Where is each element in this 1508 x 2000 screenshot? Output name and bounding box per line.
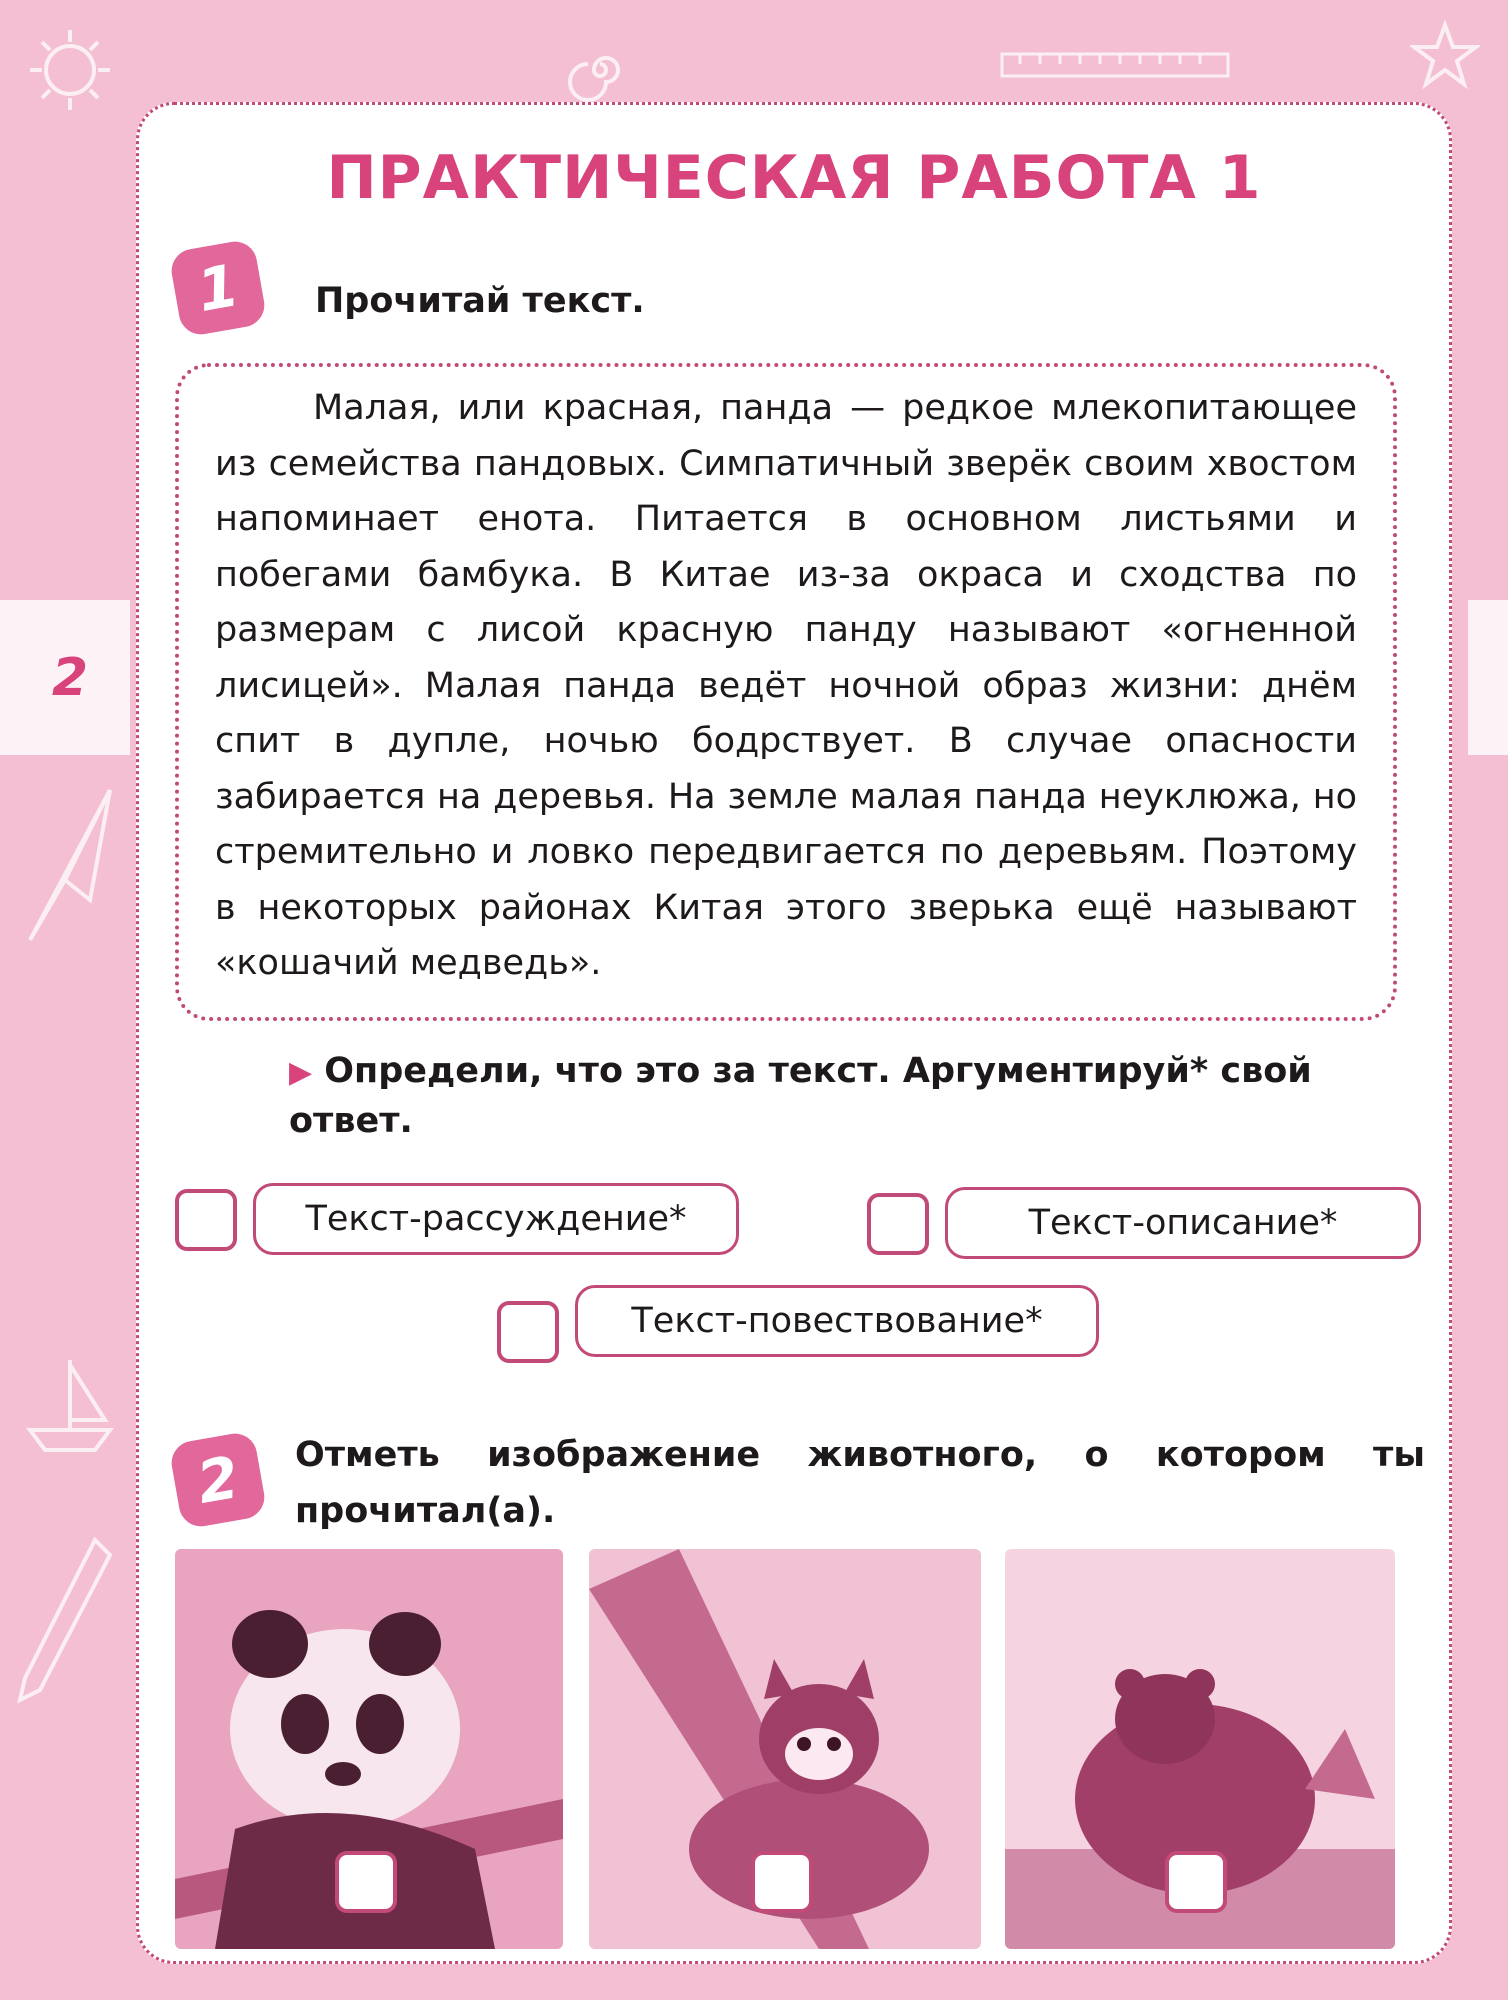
photo-giant-panda-checkbox[interactable] xyxy=(335,1851,397,1913)
task-instruction xyxy=(289,1047,1439,1145)
option-narration-label: Текст-повествование* xyxy=(575,1285,1099,1357)
option-narration-checkbox[interactable] xyxy=(497,1301,559,1363)
task-prompt: Прочитай текст. xyxy=(315,281,645,321)
paper-plane-doodle-icon xyxy=(10,780,130,950)
task-number-badge: 2 xyxy=(168,1430,268,1530)
boat-doodle-icon xyxy=(20,1350,120,1460)
spiral-doodle-icon xyxy=(560,30,640,110)
instruction-text: Определи, что это за текст. Аргументируй* свой ответ. xyxy=(289,1051,1312,1141)
page-number: 2 xyxy=(51,648,89,708)
option-description-label: Текст-описание* xyxy=(945,1187,1421,1259)
page-title: ПРАКТИЧЕСКАЯ РАБОТА 1 xyxy=(326,143,1262,213)
task-number-badge: 1 xyxy=(168,238,268,338)
reading-text: Малая, или красная, панда — редкое млекопитающее из семейства пандовых. Симпатичный зверёк своим хвостом напоминает енота. Питается в основном листьями и побегами бамбука. В Китае из-за окраса и сходства по размерам с лисой красную панду называют «огненной лисицей». Малая панда ведёт ночной образ жизни: днём спит в дупле, ночью бодрствует. В случае опасности забирается на деревья. На земле малая панда неуклюжа, но стремительно и ловко передвигается по деревьям. Поэтому в некоторых районах Китая этого зверька ещё называют «кошачий медведь». xyxy=(215,388,1357,983)
option-reasoning-label: Текст-рассуждение* xyxy=(253,1183,739,1255)
star-doodle-icon xyxy=(1410,20,1480,90)
ruler-doodle-icon xyxy=(1000,50,1230,80)
arrow-bullet-icon: ▶ xyxy=(289,1055,313,1090)
sun-doodle-icon xyxy=(20,20,120,120)
photo-bear-cub-checkbox[interactable] xyxy=(1165,1851,1227,1913)
pencil-doodle-icon xyxy=(10,1530,120,1710)
option-description-checkbox[interactable] xyxy=(867,1193,929,1255)
worksheet-frame xyxy=(136,102,1452,1964)
task-prompt: Отметь изображение животного, о котором ты прочитал(а). xyxy=(295,1435,1425,1531)
photo-red-panda-checkbox[interactable] xyxy=(751,1851,813,1913)
option-reasoning-checkbox[interactable] xyxy=(175,1189,237,1251)
reading-text-box xyxy=(175,363,1397,1021)
margin-strip-right xyxy=(1468,600,1508,755)
